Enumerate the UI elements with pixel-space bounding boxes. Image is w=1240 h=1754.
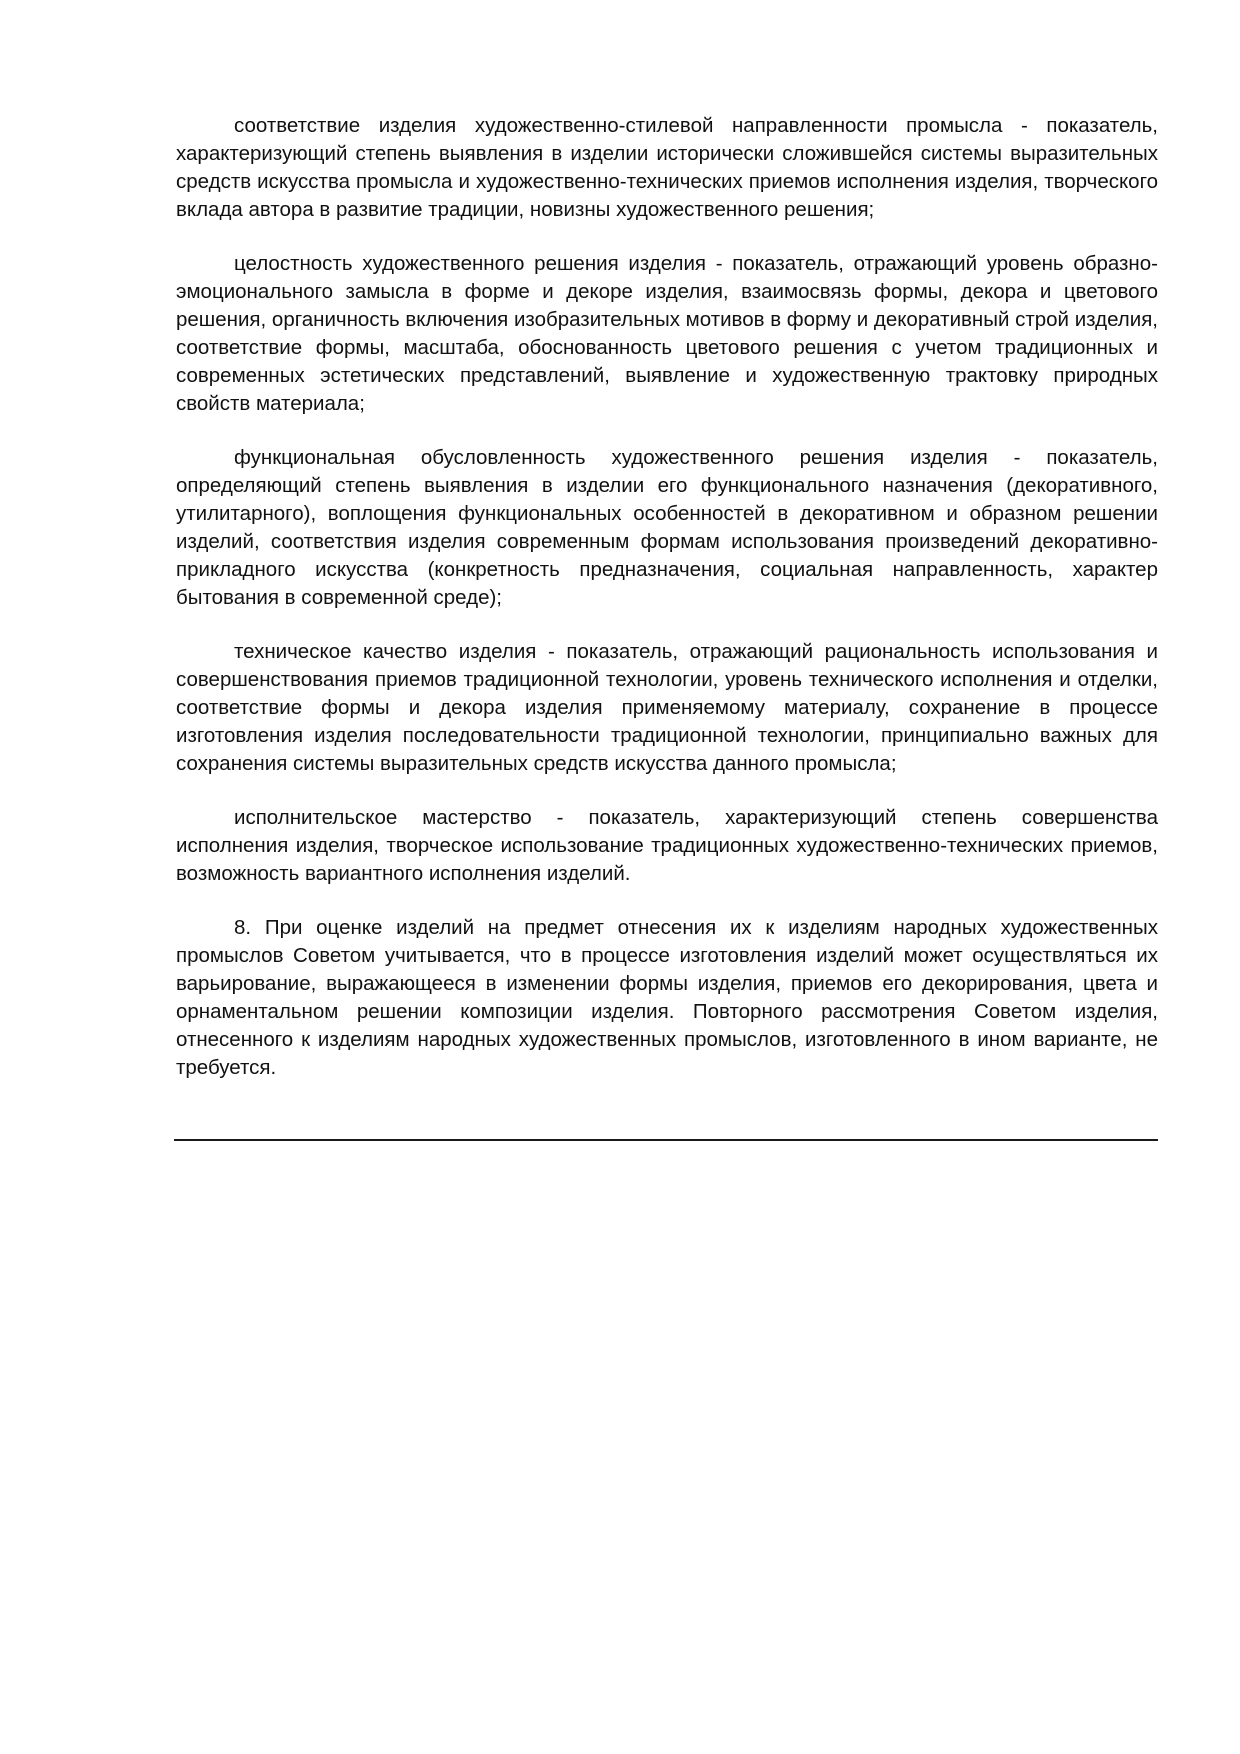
- horizontal-divider: [174, 1139, 1158, 1141]
- paragraph-criterion-function: функциональная обусловленность художественного решения изделия - показатель, определяющий степень выявления в изделии его функционального назначения (декоративного, утилитарного), воплощения функциональных особенностей в декоративном и образном решении изделий, соответствия изделия современным формам использования произведений декоративно-прикладного искусства (конкретность предназначения, социальная направленность, характер бытования в современной среде);: [176, 446, 1158, 609]
- paragraph-criterion-technical-quality: техническое качество изделия - показатель, отражающий рациональность использования и совершенствования приемов традиционной технологии, уровень технического исполнения и отделки, соответствие формы и декора изделия применяемому материалу, сохранение в процессе изготовления изделия последовательности традиционной технологии, принципиально важных для сохранения системы выразительных средств искусства данного промысла;: [176, 640, 1158, 775]
- paragraph-criterion-integrity: целостность художественного решения изделия - показатель, отражающий уровень образно-эмоционального замысла в форме и декоре изделия, взаимосвязь формы, декора и цветового решения, органичность включения изобразительных мотивов в форму и декоративный строй изделия, соответствие формы, масштаба, обоснованность цветового решения с учетом традиционных и современных эстетических представлений, выявление и художественную трактовку природных свойств материала;: [176, 252, 1158, 415]
- document-body: [176, 112, 1158, 1108]
- paragraph-criterion-craftsmanship: исполнительское мастерство - показатель, характеризующий степень совершенства исполнения изделия, творческое использование традиционных художественно-технических приемов, возможность вариантного исполнения изделий.: [176, 806, 1158, 885]
- paragraph-criterion-style: соответствие изделия художественно-стилевой направленности промысла - показатель, характеризующий степень выявления в изделии исторически сложившейся системы выразительных средств искусства промысла и художественно-технических приемов исполнения изделия, творческого вклада автора в развитие традиции, новизны художественного решения;: [176, 114, 1158, 221]
- paragraph-clause-8: 8. При оценке изделий на предмет отнесения их к изделиям народных художественных промыслов Советом учитывается, что в процессе изготовления изделий может осуществляться их варьирование, выражающееся в изменении формы изделия, приемов его декорирования, цвета и орнаментальном решении композиции изделия. Повторного рассмотрения Советом изделия, отнесенного к изделиям народных художественных промыслов, изготовленного в ином варианте, не требуется.: [176, 916, 1158, 1079]
